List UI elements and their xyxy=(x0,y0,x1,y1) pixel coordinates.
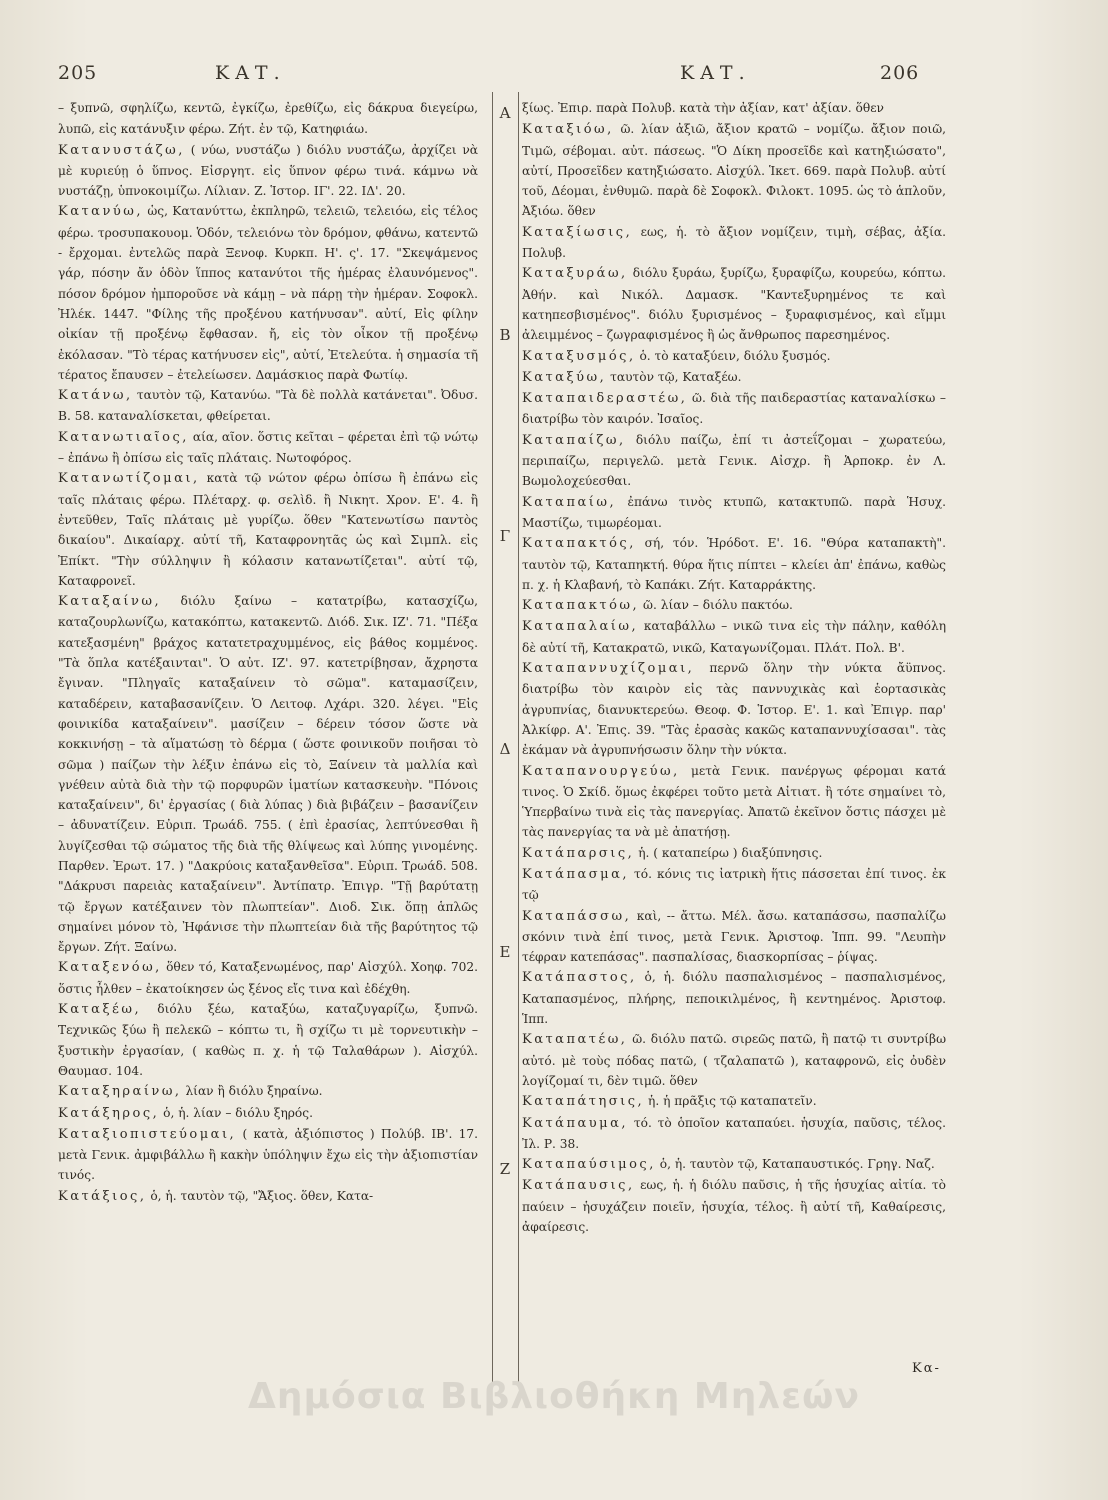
entry-text: ὁ, ἡ. ταυτὸν τῷ, "Ἄξιος. ὅθεν, Κατα- xyxy=(150,1188,374,1203)
entry-text: διόλυ ξαίνω – κατατρίβω, κατασχίζω, καταζουρλωνίζω, κατακόπτω, κατακεντῶ. Διόδ. Σικ. ΙΖ'. 71. "Πέξα κατεξασμένη" βράχος κατατετραχυμμένος, εἰς βάθος κομμένος. "Τὰ ὅπλα κατέξαινται". Ὁ αὐτ. ΙΖ'. 97. κατετρίβησαν, ἄχρηστα ἔγιναν. "Πληγαῖς καταξαίνειν τὸ σῶμα". καταμασίζειν, καταδέρειν, καταβασανίζειν. Ὁ Λειτοφ. Λχάρι. 320. λέγει. "Εἰς φοινικίδα καταξαίνειν". μασίζειν – δέρειν τόσον ὥστε νὰ κοκκινήσῃ – τὰ αἵματώσῃ τὸ δέρμα ( ὥστε φοινικοῦν ποιῆσαι τὸ σῶμα ) παίζων τὴν λέξιν ἐπάνω εἰς τὸ, Ξαίνειν τὰ μαλλία καὶ γνέθειν αὐτὰ διὰ τὴν τῷ πορφυρῶν ἱματίων κατασκευὴν. "Πόνοις καταξαίνειν", δι' ἐργασίας ( διὰ λύπας ) διὰ βιβάζειν – βασανίζειν – ἀδυνατίζειν. Εὐριπ. Τρωάδ. 755. ( ἐπὶ ἐρασίας, λεπτύνεσθαι ἢ λυγίζεσθαι τῷ σώματος τῆς διὰ τῆς θλίψεως καὶ λύπης γινομένης. Παρθεν. Ἐρωτ. 17. ) "Δακρύοις καταξανθεῖσα". Εὐριπ. Τρωάδ. 508. "Δάκρυσι παρειὰς καταξαίνειν". Ἀντίπατρ. Ἐπιγρ. "Τῇ βαρύτατῃ τῷ ἔργων κατέξαινεν τὸν πλωπτείαν". Διοδ. Σικ. ὅπῃ ἁπλῶς σημαίνει μόνον τὸ, Ἠφάνισε τὴν πλωπτείαν διὰ τῆς βαρύτητος τῷ ἔργων. Ζήτ. Ξαίνω. xyxy=(58,594,478,955)
column-rule-right xyxy=(518,92,519,1387)
entry-lemma: Κατάνω, xyxy=(58,388,133,404)
entry-text: καταβάλλω – νικῶ τινα εἰς τὴν πάλην, καθόλη δὲ αὐτί τῆ, Κατακρατῶ, νικῶ, Καταγωνίζομαι. Πλάτ. Πολ. Β'. xyxy=(522,619,946,655)
dictionary-entry xyxy=(522,1113,946,1155)
dictionary-entry xyxy=(522,906,946,968)
entry-text: διόλυ παίζω, ἐπί τι ἀστεΐζομαι – χωρατεύω, περιπαίζω, περιγελῶ. μετὰ Γενικ. Αἰσχρ. ἢ Ἁρποκρ. ἐν Λ. Βωμολοχεύεσθαι. xyxy=(522,432,947,489)
entry-lemma: Καταξαίνω, xyxy=(58,594,162,610)
entry-text: ὁ, ἡ. διόλυ πασπαλισμένος – πασπαλισμένος, Καταπασμένος, πλήρης, πεποικιλμένος, ἢ κεντημένος. Ἀριστοφ. Ἱππ. xyxy=(522,970,947,1027)
right-column xyxy=(522,98,946,1237)
entry-text: ῶ. λίαν – διόλυ πακτόω. xyxy=(643,598,793,613)
entry-text: ὁ, ἡ. λίαν – διόλυ ξηρός. xyxy=(163,1105,313,1120)
entry-lemma: Καταπαίω, xyxy=(522,494,617,510)
dictionary-entry xyxy=(58,591,478,957)
entry-lemma: Καταξίωσις, xyxy=(522,224,633,240)
dictionary-entry xyxy=(522,1154,946,1175)
entry-text: ὡς, Κατανύττω, ἐκπληρῶ, τελειῶ, τελειόω, εἰς τέλος φέρω. τροσυπακουομ. Ὁδόν, τελειόνω τὸν δρόμον, φθάνω, κατεντῶ - ἔρχομαι. ἐντελῶς παρὰ Ξενοφ. Κυρκπ. Η'. ς'. 17. "Σκεψάμενος γάρ, πόσην ἄν ὁδὸν ἵππος κατανύτοι τῆς ἡμέρας ἐλαυνόμενος". πόσον δρόμον ἠμποροῦσε νὰ κάμῃ – νὰ πάρῃ τὴν ἡμέραν. Σοφοκλ. Ἠλέκ. 1447. "Φίλης τῆς προξένου κατήνυσαν". αὐτί, Εἰς φίλην οἰκίαν τῇ προξένῳ ἔφθασαν. ἤ, εἰς τὸν οἶκον τῇ προξένῳ ἐκόλασαν. "Τὸ τέρας κατήνυσεν εἰς", αὐτί, Ἐτελεύτα. ἡ σημασία τῆ τέρατος ἔπαυσεν – ἐτελείωσεν. Δαμάσκιος παρὰ Φωτίῳ. xyxy=(58,204,479,382)
entry-text: ἡ. ( καταπείρω ) διαξύπνησις. xyxy=(638,845,823,860)
section-letter: Γ xyxy=(499,527,511,545)
entry-lemma: Κατανωτίζομαι, xyxy=(58,471,200,487)
entry-text: εως, ἡ. ἡ διόλυ παῦσις, ἡ τῆς ἡσυχίας αἰτία. τὸ παύειν – ἡσυχάζειν ποιεῖν, ἡσυχία, τέλος. ἢ αὐτί τῆ, Καθαίρεσις, ἀφαίρεσις. xyxy=(522,1178,946,1235)
dictionary-entry xyxy=(58,1081,478,1102)
entry-lemma: Καταξηραίνω, xyxy=(58,1084,182,1100)
dictionary-entry xyxy=(58,1124,478,1186)
entry-lemma: Κατανύω, xyxy=(58,204,143,220)
entry-text: μετὰ Γενικ. πανέργως φέρομαι κατά τινος. Ὁ Σκίδ. ὅμως ἐκφέρει τοῦτο μετὰ Αἰτιατ. ἢ τότε σημαίνει τὸ, Ὑπερβαίνω τινὰ εἰς τὰς πανεργίας. Ἀπατῶ ἐκεῖνον ὅστις πάσχει μὲ τὰς πανεργίας τα νὰ μὲ ἀπατήσῃ. xyxy=(522,763,946,840)
entry-text: κατὰ τῷ νώτον φέρω ὀπίσω ἢ ἐπάνω εἰς ταῖς πλάταις φέρω. Πλέταρχ. φ. σελὶδ. ἢ Νικητ. Χρον. Ε'. 4. ἢ ἐντεῦθεν, Ταῖς πλάταις μὲ γυρίζω. ὅθεν "Κατενωτίσω παντὸς δικαίου". Δικαίαρχ. αὐτί τῆ, Καταφρονητᾶς ὡς καὶ Σιμπλ. εἰς Ἐπίκτ. "Τὴν σύλληψιν ἢ κόλασιν κατανωτίζεται". αὐτί τῷ, Καταφρονεῖ. xyxy=(58,471,479,588)
entry-lemma: Καταξενόω, xyxy=(58,960,162,976)
dictionary-entry xyxy=(522,430,946,492)
dictionary-entry xyxy=(522,843,946,864)
entry-lemma: Καταξιοπιστεύομαι, xyxy=(58,1126,237,1142)
dictionary-entry xyxy=(522,616,946,658)
dictionary-entry xyxy=(58,1103,478,1124)
dictionary-entry xyxy=(522,1029,946,1091)
entry-text: ξίως. Ἐπιρ. παρὰ Πολυβ. κατὰ τὴν ἀξίαν, κατ' ἀξίαν. ὅθεν xyxy=(522,101,884,115)
dictionary-entry xyxy=(58,1186,478,1207)
entry-lemma: Καταξύω, xyxy=(522,369,607,385)
dictionary-entry xyxy=(58,427,478,469)
entry-text: ῶ. διὰ τῆς παιδεραστίας καταναλίσκω – διατρίβω τὸν καιρόν. Ἰσαῖος. xyxy=(522,391,947,427)
dictionary-entry xyxy=(58,957,478,999)
entry-lemma: Καταπαλαίω, xyxy=(522,619,639,635)
section-letter: Ζ xyxy=(499,1160,511,1178)
dictionary-entry xyxy=(58,468,478,591)
dictionary-entry xyxy=(58,201,478,385)
entry-lemma: Κατάπαστος, xyxy=(522,970,637,986)
entry-text: τό. τὸ ὁποῖον καταπαύει. ἡσυχία, παῦσις, τέλος. Ἰλ. Ρ. 38. xyxy=(522,1115,946,1151)
left-column xyxy=(58,98,478,1207)
dictionary-entry xyxy=(522,967,946,1029)
dictionary-entry xyxy=(522,1091,946,1112)
entry-lemma: Κατάπαυσις, xyxy=(522,1178,635,1194)
running-headword-right: ΚΑΤ. xyxy=(680,62,751,84)
entry-text: ῶ. διόλυ πατῶ. σιρεῶς πατῶ, ἢ πατῷ τι συντρίβω αὐτό. μὲ τοὺς πόδας πατῶ, ( τζαλαπατῶ ), καταφρονῶ, εἰς ὀυδὲν λογίζομαί τι, δὲν τιμῶ. ὅθεν xyxy=(522,1032,947,1088)
dictionary-entry xyxy=(522,864,946,906)
dictionary-entry xyxy=(522,658,946,760)
dictionary-entry xyxy=(522,1175,946,1237)
page-number-right: 206 xyxy=(880,62,920,84)
dictionary-entry xyxy=(522,761,946,843)
entry-lemma: Καταπάσσω, xyxy=(522,908,632,924)
entry-lemma: Καταπαίζω, xyxy=(522,432,626,448)
dictionary-entry xyxy=(58,98,478,140)
entry-text: τό. κόνις τις ἰατρικὴ ἥτις πάσσεται ἐπί τινος. ἐκ τῷ xyxy=(522,866,947,903)
entry-lemma: Κατανωτιαῖος, xyxy=(58,429,189,445)
page-number-left: 205 xyxy=(58,62,98,84)
entry-text: ( κατὰ, ἀξιόπιστος ) Πολύβ. ΙΒ'. 17. μετὰ Γενικ. ἀμφιβάλλω ἢ κακὴν ὑπόληψιν ἔχω εἰς τὴν ἀξιοπιστίαν τινός. xyxy=(58,1126,479,1183)
dictionary-entry xyxy=(58,385,478,427)
library-watermark: Δημόσια Βιβλιοθήκη Μηλεών xyxy=(247,1376,860,1417)
dictionary-entry xyxy=(522,98,946,119)
entry-text: ὅθεν τό, Καταξενωμένος, παρ' Αἰσχύλ. Χοηφ. 702. ὅστις ἦλθεν – ἐκατοίκησεν ὡς ξένος εἴς τινα καὶ ἐδέχθη. xyxy=(58,960,479,996)
entry-lemma: Καταπατέω, xyxy=(522,1032,628,1048)
column-rule-left xyxy=(492,92,493,1387)
dictionary-entry xyxy=(522,595,946,616)
dictionary-entry xyxy=(522,367,946,388)
section-letter: Α xyxy=(499,104,511,122)
entry-text: διόλυ ξέω, καταξύω, καταζυγαρίζω, ξυπνῶ. Τεχνικῶς ξύω ἢ πελεκῶ – κόπτω τι, ἢ σχίζω τι μὲ τορνευτικὴν – ξυστικὴν ἐργασίαν, ( καθὼς π. χ. ἡ τῷ Ταλαθάρων ). Αἰσχύλ. Θαυμασ. 104. xyxy=(58,1002,478,1078)
dictionary-entry xyxy=(58,140,478,202)
entry-lemma: Κατάξηρος, xyxy=(58,1105,160,1121)
entry-lemma: Καταπαννυχίζομαι, xyxy=(522,661,695,677)
dictionary-entry xyxy=(58,999,478,1081)
entry-text: ῶ. λίαν ἀξιῶ, ἄξιον κρατῶ – νομίζω. ἄξιον ποιῶ, Τιμῶ, σέβομαι. αὐτ. πάσεως. "Ὁ Δίκη προσεῖδε καὶ κατηξιώσατο", αὐτί, Προσεῖδεν κατηξιώσατο. Αἰσχύλ. Ἱκετ. 669. παρὰ Πολυβ. αὐτί τοῦ, Δέομαι, ἐνθυμῶ. παρὰ δὲ Σοφοκλ. Φιλοκτ. 1095. ὡς τὸ ἁπλοῦν, Ἀξιόω. ὅθεν xyxy=(522,122,947,219)
entry-lemma: Κατανυστάζω, xyxy=(58,142,185,158)
entry-lemma: Κατάπαυμα, xyxy=(522,1115,629,1131)
entry-text: – ξυπνῶ, σφηλίζω, κεντῶ, ἐγκίζω, ἐρεθίζω, εἰς δάκρυα διεγείρω, λυπῶ, εἰς κατάνυξιν φέρω. Ζήτ. ἐν τῷ, Κατηφιάω. xyxy=(58,101,478,137)
entry-text: ταυτὸν τῷ, Καταξέω. xyxy=(610,369,742,384)
entry-lemma: Καταξέω, xyxy=(58,1002,142,1018)
entry-text: σή, τόν. Ἡρόδοτ. Ε'. 16. "Θύρα καταπακτὴ". ταυτὸν τῷ, Καταπηκτή. θύρα ἥτις πίπτει – κλείει ἀπ' ἐπάνω, καθὼς π. χ. ἡ Κλαβανή, τὸ Καπάκι. Ζήτ. Καταρράκτης. xyxy=(522,536,946,592)
entry-lemma: Κατάπαρσις, xyxy=(522,845,635,861)
section-letter: Δ xyxy=(499,740,511,758)
dictionary-entry xyxy=(522,388,946,430)
entry-text: περνῶ ὅλην τὴν νύκτα ἄϋπνος. διατρίβω τὸν καιρὸν εἰς τὰς παννυχικὰς καὶ ἑορτασικὰς ἀγρυπνίας, διανυκτερεύω. Θεοφ. Φ. Ἱστορ. Ε'. 1. καὶ Ἐπιγρ. παρ' Ἀλκίφρ. Α'. Ἐπις. 39. "Τὰς ἐρασὰς κακῶς καταπαννυχίσασαι". τὰς ἐκάμαν νὰ ἀγρυπνήσωσιν ὅλην τὴν νύκτα. xyxy=(522,661,947,758)
entry-text: ὁ. τὸ καταξύειν, διόλυ ξυσμός. xyxy=(639,348,831,363)
entry-text: λίαν ἢ διόλυ ξηραίνω. xyxy=(185,1084,323,1099)
dictionary-entry xyxy=(522,119,946,221)
section-letter: Ε xyxy=(499,943,511,961)
entry-lemma: Καταπαιδεραστέω, xyxy=(522,391,688,407)
entry-lemma: Καταπανουργεύω, xyxy=(522,763,680,779)
dictionary-entry xyxy=(522,263,946,345)
entry-lemma: Καταπαύσιμος, xyxy=(522,1157,656,1173)
catchword: Κα- xyxy=(912,1361,941,1376)
dictionary-entry xyxy=(522,492,946,534)
entry-text: ( νύω, νυστάζω ) διόλυ νυστάζω, ἀρχίζει νὰ μὲ κυριεύῃ ὁ ὕπνος. Εἰσργητ. εἰς ὕπνον φέρω τινά. κάμνω νὰ νυστάζῃ, ὑπνοκοιμίζω. Λίλιαν. Ζ. Ἱστορ. ΙΓ'. 22. ΙΔ'. 20. xyxy=(58,142,479,199)
entry-text: ἐπάνω τινὸς κτυπῶ, κατακτυπῶ. παρὰ Ἡσυχ. Μαστίζω, τιμωρέομαι. xyxy=(522,494,946,530)
entry-text: αία, αῖον. ὅστις κεῖται – φέρεται ἐπὶ τῷ νώτῳ – ἐπάνω ἢ ὀπίσω εἰς ταῖς πλάταις. Νωτοφόρος. xyxy=(58,429,478,466)
entry-text: εως, ἡ. τὸ ἄξιον νομίζειν, τιμὴ, σέβας, ἀξία. Πολυβ. xyxy=(522,224,946,261)
dictionary-entry xyxy=(522,346,946,367)
entry-text: ταυτὸν τῷ, Κατανύω. "Τὰ δὲ πολλὰ κατάνεται". Ὀδυσ. Β. 58. καταναλίσκεται, φθείρεται. xyxy=(58,388,478,424)
section-letter: Β xyxy=(499,326,511,344)
dictionary-entry xyxy=(522,533,946,595)
entry-text: καὶ, -- ἄττω. Μέλ. ἄσω. καταπάσσω, πασπαλίζω σκόνιν τινὰ ἐπί τινος, μετὰ Γενικ. Ἀριστοφ. Ἱππ. 99. "Λευπὴν τέφραν κατεπάσας". πασπαλίσας, διασκορπίσας – ῥίψας. xyxy=(522,908,946,965)
entry-lemma: Καταξυράω, xyxy=(522,266,628,282)
running-headword-left: ΚΑΤ. xyxy=(215,62,286,84)
entry-text: ἡ. ἡ πρᾶξις τῷ καταπατεῖν. xyxy=(648,1094,817,1109)
entry-text: διόλυ ξυράω, ξυρίζω, ξυραφίζω, κουρεύω, κόπτω. Ἀθήν. καὶ Νικόλ. Δαμασκ. "Καντεξυρημένος τε καὶ κατηπεσβισμένος". διόλυ ξυρισμένος – ξυραφισμένος, καὶ εἴμμι ἀλειμμένος – ζωγραφισμένος ἢ ὡς ἄνθρωπος παρεσημένος. xyxy=(522,266,946,343)
entry-lemma: Καταξιόω, xyxy=(522,122,614,138)
entry-lemma: Καταπάτησις, xyxy=(522,1094,645,1110)
entry-lemma: Καταπακτός, xyxy=(522,536,636,552)
dictionary-entry xyxy=(522,222,946,264)
entry-lemma: Κατάπασμα, xyxy=(522,866,630,882)
entry-lemma: Κατάξιος, xyxy=(58,1188,147,1204)
entry-text: ὁ, ἡ. ταυτὸν τῷ, Καταπαυστικός. Γρηγ. Ναζ. xyxy=(659,1157,935,1172)
entry-lemma: Καταξυσμός, xyxy=(522,348,636,364)
entry-lemma: Καταπακτόω, xyxy=(522,598,640,614)
